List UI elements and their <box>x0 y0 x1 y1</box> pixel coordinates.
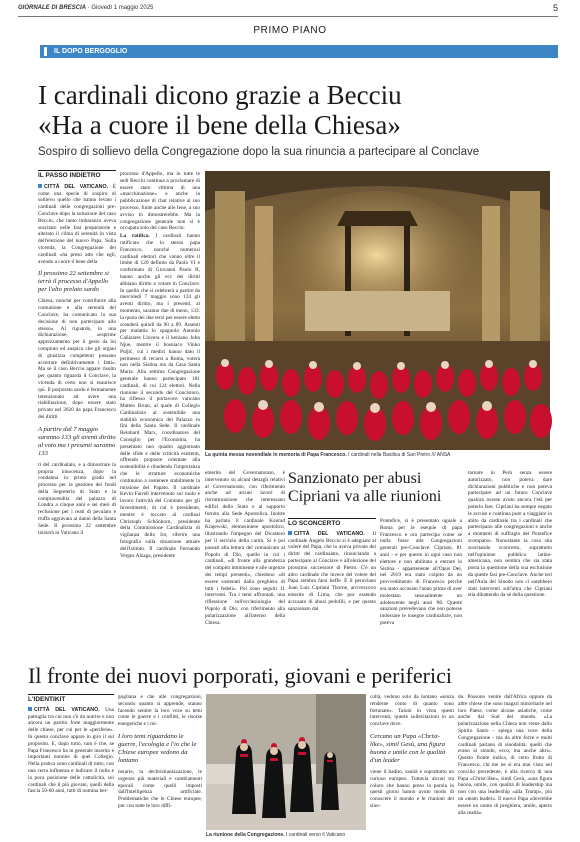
issue-date: · Giovedì 1 maggio 2025 <box>87 5 154 11</box>
page-number: 5 <box>552 3 558 13</box>
side-text-1: Il cardinale Angelo Becciu si è adeguato al volere del Papa, che lo aveva privato dei diritti del cardinalato, rinunciando a partecipare al Conclave e all'elezione del prossimo successore di Pietro. C'è un altro cardinale che invece del volere del Papa sembra farsi beffe. È il peruviano Juan Luis Cipriani Thorne, arcivescovo emerito di Lima, che pur essendo accusato di abusi pedofili, e per questo sanzionato dal <box>288 530 377 612</box>
basilica-photo-caption <box>205 452 550 458</box>
main-headline <box>38 80 402 140</box>
ratifica-label: La ratifica. <box>120 233 150 240</box>
newspaper-name: GIORNALE DI BRESCIA <box>18 5 87 11</box>
pull-quote-2: A partire dal 7 maggio saranno 133 gli aventi diritto al voto ma i presenti saranno 133 <box>38 425 116 457</box>
photo-credit: /// ANSA <box>431 452 451 458</box>
main-kicker: IL PASSO INDIETRO <box>38 172 101 179</box>
bottom-pull-quote-1: I loro temi riguardano le guerre, l'ecologia e l'io che le Chiese europee vedono da lontano <box>118 732 197 764</box>
bottom-text-2b: nerarie, la dechristianizzazione, le urgenze più materiali e cambiamenti epocali come quelli imposti dall'Intelligenza artificiale. Problematiche che le Chiese europee, pur con tutte le loro diffi- <box>118 768 202 809</box>
photo-caption-text: I cardinali nella Basilica di San Pietro <box>348 452 431 458</box>
bottom-text-2a: gogliana e che alle congregazioni, secondo quanto si apprende, stanno facendo sentire la loro voce su temi come le guerre e i conflitti, le risorse energetiche e i mi- <box>118 694 202 728</box>
side-column-1 <box>288 518 377 612</box>
section-title: PRIMO PIANO <box>253 25 327 36</box>
side-column-3 <box>468 470 552 600</box>
bottom-column-4 <box>458 694 552 838</box>
side-text-3: tornare in Perù senza essere autorizzato, non poteva dare dichiarazioni pubbliche e non poteva partecipare ad un futuro Conclave qualora avesse avuto ancora l'età per poterlo fare. Cipriani ha sempre negato le accuse e continua pure a viaggiare in abito da cardinale tra i cardinali che partecipano alle congregazioni e anche a momenti di suffragio del Pontefice scomparso. Nonostante la cosa stia suscitando sconcerto, soprattutto nell'opinione pubblica latino-americana, non sembra che sia stata posta la questione della sua esclusione da queste fasi pre-Conclave. Anche ieri nell'Aula del Sinodo non ci sarebbero stati interventi sull'altra che Cipriani stia dibattendo da sé della questione. <box>468 470 552 599</box>
main-text-3: emerito del Governatorato, è intervenuto su alcuni dettagli relativi al Governatorato, con riferimento anche ad alcuni lavori di ristrutturazione che interessano edifici dello Stato e al supporto fornito alla Sede Apostolica. Inoltre ha parlato il cardinale Konrad Krajewski, elemosiniere apostolico, illustrando l'impegno del Dicastero per il servizio della carità. Si è poi passati alla lettura del comunicato al Popolo di Dio, quello in cui i cardinali, «di fronte alla grandezza del compito imminente e alle urgenze dei tempi presenti», chiedono «di essere sostenuti dalla preghiera di tutti i fedeli». Poi sono seguiti 11 interventi. Tra i temi affrontati, una riflessione sull'ecclesiologia del Popolo di Dio, con riferimento alla polarizzazione all'interno della Chiesa. <box>205 470 285 626</box>
header-rule <box>18 16 558 17</box>
main-text-2a: processo d'Appello, ma in tutte le sedi Becciu continua a proclamare di essere stato vittima di una «macchinazione» e anche la pubblicazione di chat relative al suo processo, finite anche alle Iene, a suo avviso lo dimostrerebbe. Ma la congregazione generale non si è occupata solo del caso Becciu. <box>120 171 200 232</box>
side-column-2 <box>380 518 462 626</box>
main-subhead: Sospiro di sollievo della Congregazione dopo la sua rinuncia a partecipare al Conclave <box>38 146 480 158</box>
side-dateline: CITTÀ DEL VATICANO. <box>288 531 365 537</box>
headline-line-2: «Ha a cuore il bene della Chiesa» <box>38 110 401 140</box>
bottom-column-1 <box>28 694 114 838</box>
kicker-rule <box>38 170 116 171</box>
main-column-2 <box>120 171 200 599</box>
bottom-pull-quote-2: Cercano un Papa «Christ-like», simil Gesù, una figura buona e umile con le qualità d'un leader <box>370 732 446 764</box>
bottom-kicker-rule <box>28 694 114 695</box>
bottom-text-3a: coltà, vedono solo da lontano «senza renderne conto di quanto sono fortunate». Taluni in vista questi interventi, queste sollecitazioni in un conclave dove. <box>370 694 454 728</box>
main-column-1 <box>38 170 116 598</box>
side-kicker-rule <box>288 518 376 519</box>
bottom-caption-text: I cardinali verso il Vaticano <box>286 832 346 838</box>
bottom-caption-title: La riunione della Congregazione. <box>206 832 285 838</box>
bottom-column-3 <box>370 694 454 838</box>
side-headline: Sanzionato per abusi Cipriani va alle riunioni <box>288 470 442 505</box>
bottom-dateline: CITTÀ DEL VATICANO. <box>28 707 100 713</box>
congregation-photo-caption <box>206 832 366 838</box>
main-dateline: CITTÀ DEL VATICANO. <box>38 184 108 190</box>
side-text-2: Pontefice, si è presentato uguale a Roma per le esequie di papa Francesco e ora partecipa come se nulla fosse alle Congregazioni generali pre-Conclave. Cipriani, 81 anni - e per questo in ogni caso non elettore e non abilitato a entrare in Sistina - appartenente all'Opus Dei, nel 2019 era stato colpito da un provvedimento di Francesco perché era stato accusato l'anno prima di aver molestato sessualmente un adolescente negli anni '80. Queste sanzioni prevedevano che non potesse indossare le insegne cardinalizie, non poteva <box>380 518 462 626</box>
page-header <box>18 5 558 15</box>
bottom-kicker: L'IDENTIKIT <box>28 696 66 703</box>
main-text-1a: È come una specie di sospiro di sollievo quello che hanno levato i cardinali delle congregazioni pre-Conclave dopo la soluzione del caso Becciu, che tanto imbarazzo aveva suscitato nelle fasi preparatorie e alterato il clima di serenità in vista dell'elezione del nuovo Papa. Sulla vicenda, la Congregazione dei cardinali «ha preso atto che egli, avendo a cuore il bene della <box>38 183 116 265</box>
main-text-1c: ti del cardinalato, e a dimostrare la propria innocenza, dopo la condanna in primo grado nel processo per la gestione dei fondi della Segreteria di Stato e la compravendita del palazzo di Londra a cinque anni e sei mesi di reclusione per i reati di peculato e truffa aggravata ai danni della Santa Sede. Il prossimo 22 settembre inizierà in Vaticano il <box>38 461 116 536</box>
basilica-photo <box>205 171 550 450</box>
main-text-2b: I cardinali hanno ratificato che lo stesso papa Francesco, nonché numerosi cardinali elettori che vanno oltre il limite di 120 definito da Paolo VI e confermato di Giovanni Paolo II, hanno anche gli ecc dei diritti abbiano diritto a votare in Conclave. In quello che si celebrerà a partire da mercoledì 7 maggio sono 133 gli aventi diritto, ma i presenti, al momento, saranno due di meno, 133: la quota dei due terzi per essere eletto scenderà quindi da 90 a 89. Assenti per malattia lo spagnolo Antonio Cañizares Llovera e il keniano John Njue, mentre il bosniaco Vinko Puljić, cui i medici hanno dato il permesso di recarsi a Roma, voterà non nella Sistina ma da Casa Santa Marta. Alla settima Congregazione generale hanno partecipato 181 cardinali, di cui 124 elettori. Nella riunione il secondo del Concistoro, ha riflesso il portavoce vaticano Matteo Bruni, al quale di Collegio Cardinalizio al sostenibile una stabilità economica del Palazzo in fini della Santa Sede. Il cardinale Reinhard Marx, coordinatore del Consiglio per l'Economia, ha presentato uno quadro aggiornato delle sfide e delle criticità esistenti, offrendo proposte orientate alla sostenibilità e ribadendo l'importanza che le strutture economiche continuino a sostenere stabilmente la missione del Papato. Il cardinale Kevin Farrell intervenuto sul ruolo e lavoro l'attività del Comitato per gli Investimenti, di cui è presidente, mentre è toccato al cardinal Christoph Schönborn, presidente della Commissione Cardinalizia di vigilanza dello Ior, riferire una fotografia sulla situazione attuale dell'Istituto. Il cardinale Fernando Vergez Alzaga, presidente <box>120 233 200 559</box>
main-column-3 <box>205 470 285 626</box>
topic-label: IL DOPO BERGOGLIO <box>54 48 128 55</box>
bottom-text-4: do. Possono venire dall'Africa oppure da altre chiese che sono magari minoritarie nel loro Paese, come alcune asiatiche, come anche dal Sud del mondo. «La polarizzazione nella Chiesa non viene dallo Spirito Santo - spiega una voce della Congregazione - ma da altre forze e molti cardinali parlano di sinodalità: quelli che erano al sinodo, ecco, ma anche altri». Questo fronte indica, di certo frutto di Francesco, chi me ne si era mai visto nel concilio precedente, è alla ricerca di una Papa «Christ-like», simil Gesù, «una figura buona, umile, con qualità di leadership ma non con una leadership «alla Trump», più un «team leader». Il nuovo Papa «dovrebbe essere un uomo di preghiera, umile, aperto alla realtà». <box>458 694 552 816</box>
headline-line-1: I cardinali dicono grazie a Becciu <box>38 80 402 110</box>
bottom-headline: Il fronte dei nuovi porporati, giovani e periferici <box>28 663 452 688</box>
main-text-1b: Chiesa, nonché per contribuire alla comunione e alla serenità del Conclave, ha comunicato la sua decisione di non partecipare allo stesso». Al riguardo, in una dichiarazione, «esprime apprezzamento per il gesto da lui compiuto ed auspica che gli organi di giustizia competenti possano accertare definitivamente i fatti». Ma se il caso Becciu appare risolto per quanto riguarda il Conclave, la vicenda di certo non si esaurisce qui. Il porporato sardo è fermamente intenzionato ad avere una riabilitazione, dopo essere stato privato nel 2020 da papa Francesco dei diritti <box>38 298 116 420</box>
bottom-column-2 <box>118 694 202 838</box>
band-marker <box>44 47 47 56</box>
photo-caption-title: La quinta messa novendiale in memoria di Papa Francesco. <box>205 452 347 458</box>
side-kicker: LO SCONCERTO <box>288 520 341 527</box>
bottom-text-1: Una pattuglia tra cui non c'è da nutrire e non ancora un partito forte maggiormente delle chiese, per cui per le «periferie». In questo conclave appare in giro il sul proposito. E, dopo tutto, non è che, se Papa Francesco ha in generale inserito e importanti nomine di quel Collegio. Nella pratica sono cardinali di tutto, con una certa influenza e indicare il nulla e la poca posizione delle cattolicità, sui cardinali che il più giovani, quelli della fascia 50-60 anni, tutti di nomina ber- <box>28 706 114 795</box>
bottom-text-3b: viene il badito, sanità e soprattutto un curioso europeo. Tuttavia alcuni tra coloro che hanno preso la parola in questi giorni hanno avuto modo di conoscere il mondo e le riunioni del sino- <box>370 768 454 809</box>
topic-band <box>40 45 558 58</box>
pull-quote-1: Il prossimo 22 settembre si terrà il processo d'Appello per l'alto prelato sardo <box>38 270 109 294</box>
congregation-photo <box>206 694 366 830</box>
